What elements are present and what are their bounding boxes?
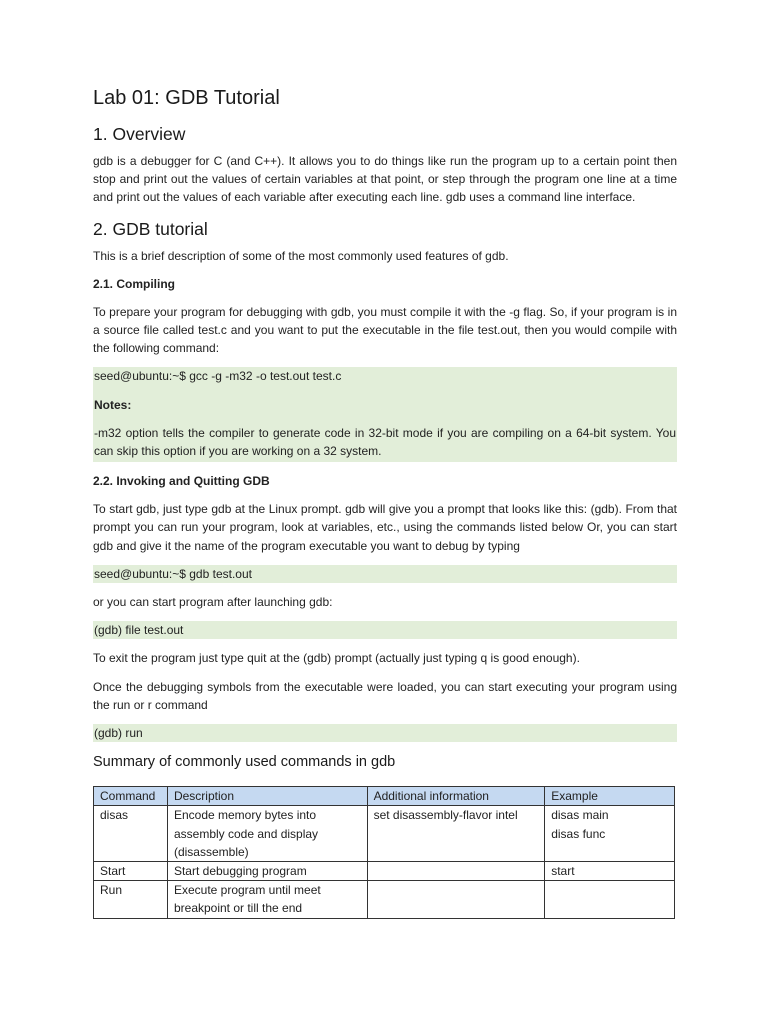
example-line: disas func [551,826,606,841]
cell-additional-info [367,862,545,881]
run-paragraph: Once the debugging symbols from the executable were loaded, you can start executing your program using the run or r command [93,679,677,712]
cell-additional-info: set disassembly-flavor intel [367,806,545,862]
column-header-command: Command [94,787,168,806]
overview-paragraph: gdb is a debugger for C (and C++). It allows you to do things like run the program up to a certain point then stop and print out the values of certain variables at that point, or step through the program one line at a time and print out the values of each variable after executing each line. gdb uses a command line interface. [93,154,677,205]
cell-description: Start debugging program [167,862,367,881]
cell-command: Start [94,862,168,881]
document-title: Lab 01: GDB Tutorial [93,87,280,109]
table-header-row [94,787,675,806]
cell-example [545,806,675,862]
table-row [94,881,675,918]
cell-description: Execute program until meet breakpoint or till the end [167,881,367,918]
cell-example [545,881,675,918]
compiling-paragraph: To prepare your program for debugging with gdb, you must compile it with the -g flag. So, if your program is in a source file called test.c and you want to put the executable in the file test.out, then you would compile with the following command: [93,304,677,356]
column-header-additional-info: Additional information [367,787,545,806]
invoking-paragraph: To start gdb, just type gdb at the Linux prompt. gdb will give you a prompt that looks like this: (gdb). From that prompt you can run your program, look at variables, etc., using the commands listed below Or, you can start gdb and give it the name of the program executable you want to debug by typing [93,502,677,553]
example-line: disas main [551,808,609,823]
after-launch-text: or you can start program after launching gdb: [93,595,333,610]
summary-heading: Summary of commonly used commands in gdb [93,754,396,771]
column-header-description: Description [167,787,367,806]
notes-label: Notes: [94,397,132,412]
tutorial-intro: This is a brief description of some of the most commonly used features of gdb. [93,248,509,263]
document-page [93,84,677,919]
compile-command: seed@ubuntu:~$ gcc -g -m32 -o test.out test.c [94,369,342,384]
cell-command: Run [94,881,168,918]
table-row [94,862,675,881]
gdb-run-command: (gdb) run [93,724,677,742]
gdb-start-command: seed@ubuntu:~$ gdb test.out [93,565,677,583]
compile-code-block [93,367,677,462]
notes-text: -m32 option tells the compiler to generate code in 32-bit mode if you are compiling on a 64-bit system. You can skip this option if you are working on a 32 system. [94,425,676,459]
exit-paragraph: To exit the program just type quit at the (gdb) prompt (actually just typing q is good enough). [93,651,580,666]
column-header-example: Example [545,787,675,806]
cell-example: start [545,862,675,881]
gdb-file-command: (gdb) file test.out [93,621,677,639]
overview-heading: 1. Overview [93,124,186,144]
cell-description: Encode memory bytes into assembly code and display (disassemble) [167,806,367,862]
cell-command: disas [94,806,168,862]
invoking-heading: 2.2. Invoking and Quitting GDB [93,474,270,489]
tutorial-heading: 2. GDB tutorial [93,218,208,239]
commands-table [93,786,675,918]
table-row [94,806,675,862]
cell-additional-info [367,881,545,918]
compiling-heading: 2.1. Compiling [93,276,176,291]
